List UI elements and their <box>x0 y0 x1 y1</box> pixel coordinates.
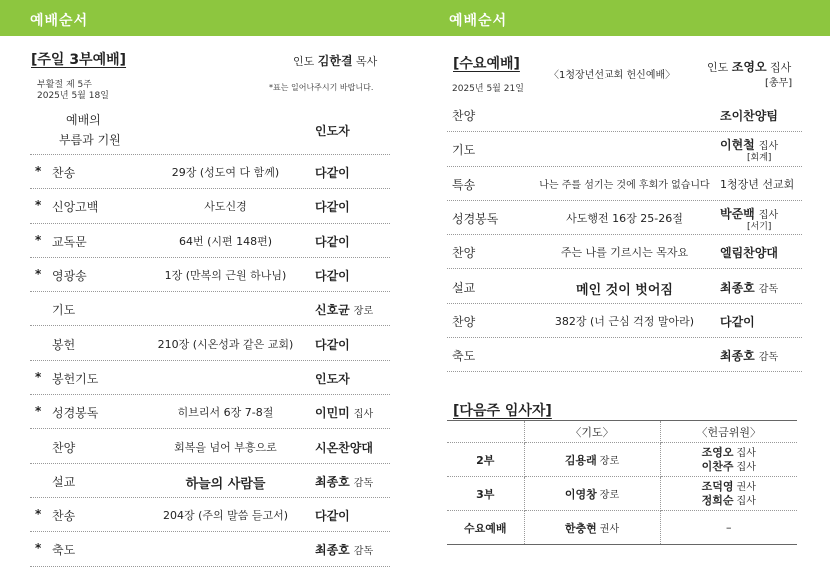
table-header-row <box>447 421 797 443</box>
order-name: 특송 <box>452 177 476 192</box>
order-person: 다같이 <box>315 509 350 524</box>
list-item <box>447 98 802 132</box>
order-content: 64번 (시편 148편) <box>178 234 273 248</box>
order-name: 축도 <box>452 349 476 364</box>
list-item <box>30 395 390 429</box>
order-person <box>315 404 387 421</box>
order-person: 1청장년 선교회 <box>720 177 795 191</box>
order-person: 다같이 <box>315 269 350 284</box>
list-item <box>30 429 390 463</box>
order-content: 204장 (주의 말씀 듣고서) <box>162 509 289 523</box>
wednesday-leader-dept: [총무] <box>765 78 793 89</box>
wednesday-leader: 인도 조영오 집사 <box>707 60 792 74</box>
order-name: 축도 <box>52 543 76 558</box>
order-name: 성경봉독 <box>452 212 499 227</box>
table-row: 수요예배 한충현 권사 – <box>447 511 797 545</box>
person-name: 박준백 <box>720 207 755 222</box>
order-name: 신앙고백 <box>52 200 99 215</box>
order-content: 382장 (너 근심 걱정 말아라) <box>554 314 695 328</box>
list-item <box>30 361 390 395</box>
person-role: 집사 <box>758 141 779 153</box>
sunday-week: 부활절 제 5주 <box>37 80 92 90</box>
order-person <box>315 301 387 318</box>
person-name: 최종호 <box>720 280 755 295</box>
list-item <box>30 155 390 189</box>
list-item <box>447 167 802 201</box>
order-name: 성경봉독 <box>52 406 99 421</box>
order-name: 기도 <box>452 143 476 158</box>
order-content: 1장 (만복의 근원 하나님) <box>164 269 287 283</box>
standing-mark: * <box>35 164 42 179</box>
table-row: 3부 이영창 장로 조덕영 권사 정희순 집사 <box>447 477 797 511</box>
order-content: 사도신경 <box>204 200 247 214</box>
person-role: 집사 <box>353 409 374 421</box>
order-name: 찬양 <box>452 109 476 124</box>
person-role: 감독 <box>758 283 779 295</box>
order-content: 나는 주를 섬기는 것에 후회가 없습니다 <box>539 179 710 191</box>
order-name: 봉헌 <box>52 337 76 352</box>
list-item <box>447 338 802 372</box>
list-item <box>447 132 802 166</box>
standing-mark: * <box>35 404 42 419</box>
list-item <box>447 235 802 269</box>
list-item <box>30 498 390 532</box>
next-week-title: [다음주 임사자] <box>453 403 552 419</box>
standing-mark: * <box>35 507 42 522</box>
person-dept: [서기] <box>747 222 772 233</box>
wednesday-subtitle: 〈1청장년선교회 헌신예배〉 <box>549 70 676 81</box>
person-name: 최종호 <box>315 474 350 489</box>
left-section-title: 예배순서 <box>30 13 89 29</box>
list-item <box>447 270 802 304</box>
order-person <box>720 347 802 364</box>
order-name: 봉헌기도 <box>52 371 99 386</box>
order-name: 찬양 <box>52 440 76 455</box>
list-item <box>447 201 802 235</box>
col-prayer: 〈기도〉 <box>524 421 660 443</box>
col-offering: 〈헌금위원〉 <box>660 421 797 443</box>
list-item <box>30 327 390 361</box>
right-section-title: 예배순서 <box>449 13 508 29</box>
top-banner <box>0 0 830 36</box>
order-person <box>315 473 387 490</box>
list-item <box>30 464 390 498</box>
person-name: 신호균 <box>315 303 350 318</box>
person-role: 감독 <box>353 477 374 489</box>
person-role: 집사 <box>758 210 779 222</box>
standing-mark: * <box>35 267 42 282</box>
next-week-table <box>447 420 797 545</box>
order-name: 설교 <box>52 474 76 489</box>
list-item <box>30 189 390 223</box>
order-name: 찬송 <box>52 166 76 181</box>
order-content: 히브리서 6장 7-8절 <box>177 406 274 420</box>
list-item <box>30 532 390 566</box>
person-dept: [회계] <box>747 153 772 164</box>
list-item <box>447 304 802 338</box>
person-name: 최종호 <box>720 349 755 364</box>
order-content: 하늘의 사람들 <box>185 476 266 492</box>
order-name: 교독문 <box>52 234 87 249</box>
wednesday-date: 2025년 5월 21일 <box>452 84 524 94</box>
standing-mark: * <box>35 232 42 247</box>
person-role: 감독 <box>758 352 779 364</box>
order-name: 찬양 <box>452 314 476 329</box>
order-name: 영광송 <box>52 269 87 284</box>
order-person <box>720 279 802 296</box>
order-name: 찬송 <box>52 509 76 524</box>
person-name: 최종호 <box>315 543 350 558</box>
call-to-worship-row: 예배의 부름과 기원 인도자 <box>30 101 390 155</box>
order-content: 주는 나를 기르시는 목자요 <box>560 246 689 260</box>
sunday-date: 2025년 5월 18일 <box>37 91 109 101</box>
wednesday-title: [수요예배] <box>453 56 520 72</box>
sunday-title: [주일 3부예배] <box>31 52 127 68</box>
order-person: 다같이 <box>315 166 350 181</box>
list-item <box>30 224 390 258</box>
order-content: 210장 (시온성과 같은 교회) <box>157 337 294 351</box>
order-person: 인도자 <box>315 371 350 386</box>
order-name: 설교 <box>452 280 476 295</box>
order-content: 29장 (성도여 다 함께) <box>171 166 280 180</box>
order-person: 시온찬양대 <box>315 440 373 455</box>
order-person <box>720 136 802 164</box>
order-person <box>720 205 802 233</box>
table-row: 2부 김용래 장로 조영오 집사 이찬주 집사 <box>447 443 797 477</box>
order-person: 다같이 <box>315 337 350 352</box>
sunday-leader: 인도 김한결 목사 <box>293 54 378 68</box>
person-name: 이민미 <box>315 406 350 421</box>
order-name: 기도 <box>52 303 76 318</box>
standing-mark: * <box>35 198 42 213</box>
standing-mark: * <box>35 541 42 556</box>
standing-mark: * <box>35 369 42 384</box>
order-person: 다같이 <box>315 200 350 215</box>
list-item <box>30 258 390 292</box>
order-content: 회복을 넘어 부흥으로 <box>174 440 277 454</box>
person-role: 장로 <box>353 306 374 318</box>
order-person: 조이찬양팀 <box>720 109 778 124</box>
person-role: 감독 <box>353 546 374 558</box>
order-person <box>315 541 387 558</box>
order-person: 다같이 <box>720 314 755 329</box>
person-name: 이현철 <box>720 138 755 153</box>
order-content: 메인 것이 벗어짐 <box>576 282 673 298</box>
order-content: 사도행전 16장 25-26절 <box>566 212 683 226</box>
list-item <box>30 292 390 326</box>
order-person: 엘림찬양대 <box>720 246 778 261</box>
order-name: 찬양 <box>452 246 476 261</box>
order-person: 다같이 <box>315 234 350 249</box>
standing-note: *표는 일어나주시기 바랍니다. <box>269 83 374 92</box>
